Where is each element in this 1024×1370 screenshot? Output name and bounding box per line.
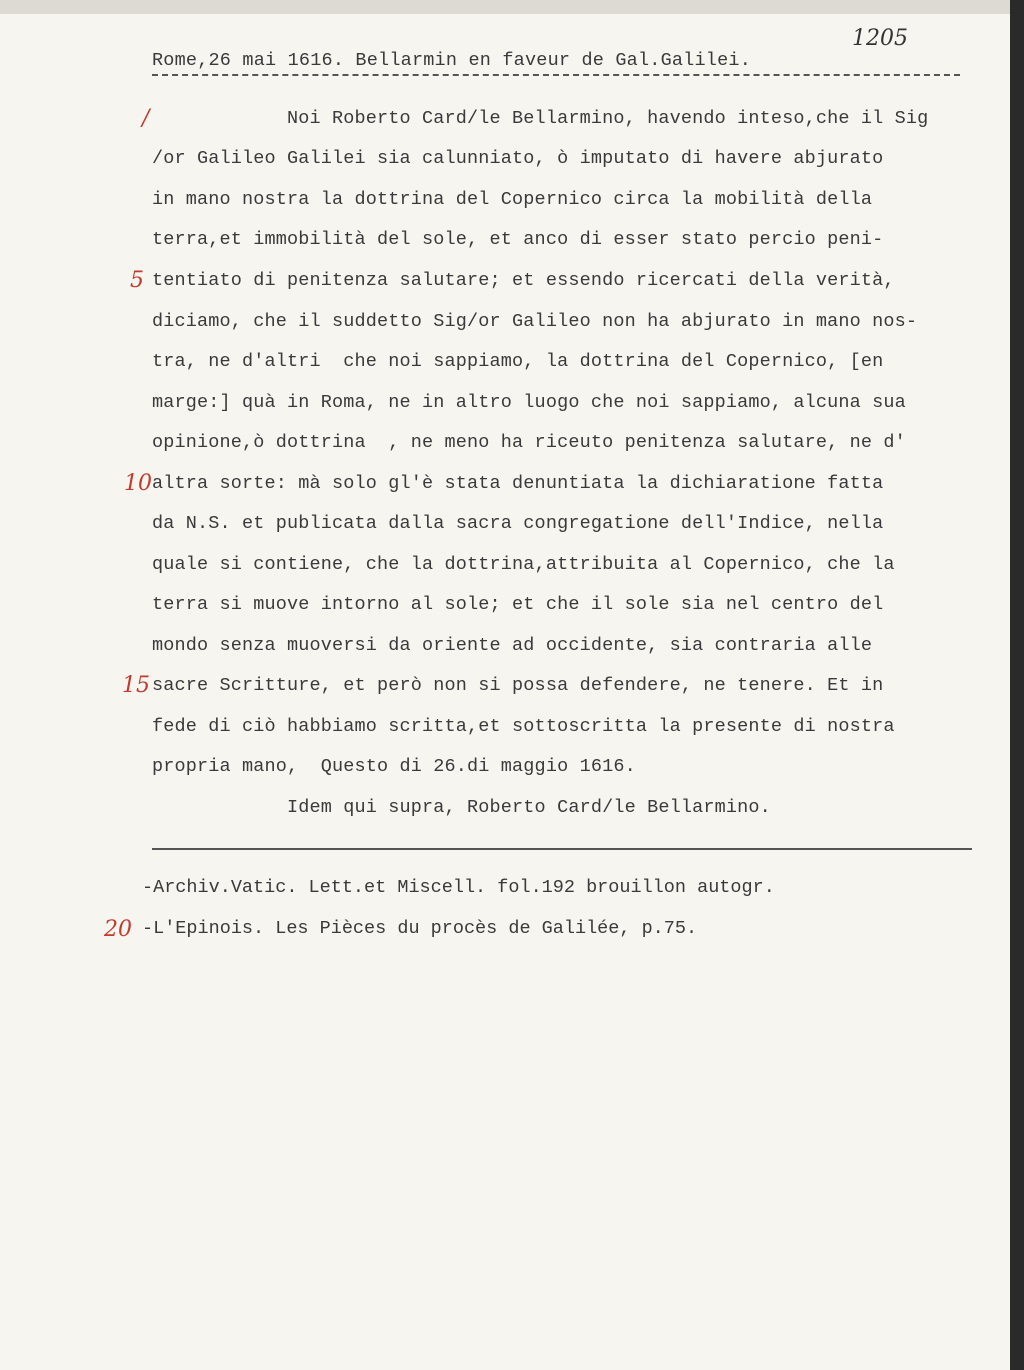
body-line: sacre Scritture, et però non si possa defendere, ne tenere. Et in [152, 675, 884, 696]
body-line: terra si muove intorno al sole; et che il sole sia nel centro del [152, 594, 884, 615]
footnote-separator [152, 848, 972, 850]
body-line: /or Galileo Galilei sia calunniato, ò imputato di havere abjurato [152, 148, 884, 169]
margin-line-number: 20 [104, 917, 132, 942]
body-line: diciamo, che il suddetto Sig/or Galileo non ha abjurato in mano nos- [152, 311, 918, 332]
margin-line-number: 5 [130, 268, 144, 293]
body-line: terra,et immobilità del sole, et anco di esser stato percio peni- [152, 229, 884, 250]
body-line: tentiato di penitenza salutare; et essendo ricercati della verità, [152, 270, 895, 291]
archive-number: 1205 [852, 26, 908, 51]
body-line: opinione,ò dottrina , ne meno ha riceuto penitenza salutare, ne d' [152, 432, 906, 453]
scan-edge [1010, 0, 1024, 1370]
body-line: mondo senza muoversi da oriente ad occidente, sia contraria alle [152, 635, 873, 656]
body-line: in mano nostra la dottrina del Copernico circa la mobilità della [152, 189, 873, 210]
body-line: fede di ciò habbiamo scritta,et sottoscritta la presente di nostra [152, 716, 895, 737]
margin-line-number: 15 [122, 673, 150, 698]
signature-line: Idem qui supra, Roberto Card/le Bellarmino. [152, 797, 771, 818]
top-strip [0, 0, 1010, 14]
body-line: Noi Roberto Card/le Bellarmino, havendo inteso,che il Sig [152, 108, 929, 129]
margin-line-number: / [142, 106, 150, 131]
margin-line-number: 10 [124, 471, 152, 496]
header-underline [152, 74, 960, 76]
body-line: da N.S. et publicata dalla sacra congregatione dell'Indice, nella [152, 513, 884, 534]
reference-line: -Archiv.Vatic. Lett.et Miscell. fol.192 brouillon autogr. [142, 877, 775, 898]
body-line: quale si contiene, che la dottrina,attribuita al Copernico, che la [152, 554, 895, 575]
reference-line: -L'Epinois. Les Pièces du procès de Galilée, p.75. [142, 918, 698, 939]
body-line: altra sorte: mà solo gl'è stata denuntiata la dichiaratione fatta [152, 473, 884, 494]
body-line: tra, ne d'altri che noi sappiamo, la dottrina del Copernico, [en [152, 351, 884, 372]
document-header: Rome,26 mai 1616. Bellarmin en faveur de Gal.Galilei. [152, 50, 751, 71]
body-line: propria mano, Questo di 26.di maggio 1616. [152, 756, 636, 777]
body-line: marge:] quà in Roma, ne in altro luogo che noi sappiamo, alcuna sua [152, 392, 906, 413]
